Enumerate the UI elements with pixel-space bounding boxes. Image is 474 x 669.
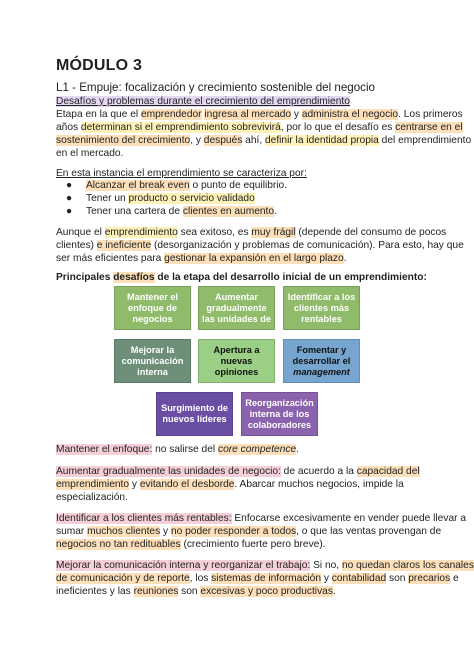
text: . xyxy=(332,586,336,597)
text: , o que las ventas provengan de xyxy=(296,526,442,537)
text: Si no, xyxy=(310,560,342,571)
text: , por lo que el desafío es xyxy=(280,122,396,133)
text: y xyxy=(291,109,302,120)
highlight: Mejorar la comunicación interna y reorganizar el trabajo: xyxy=(56,560,311,571)
highlight: sistemas de información xyxy=(211,573,322,584)
text: Tener una cartera de xyxy=(86,206,183,217)
highlight: emprendedor xyxy=(140,109,202,120)
box-label: Mejorar la comunicación interna xyxy=(121,344,184,377)
highlight: después xyxy=(203,135,243,146)
highlight: contabilidad xyxy=(331,573,387,584)
highlight: no quedan claros los canales xyxy=(341,560,474,571)
para1-line4: en el mercado. xyxy=(56,148,124,159)
text: (desorganización y problemas de comunicación). Para esto, hay que xyxy=(151,240,464,251)
text: (crecimiento fuerte pero breve). xyxy=(180,539,326,550)
lesson-subtitle: L1 - Empuje: focalización y crecimiento sostenible del negocio xyxy=(56,81,375,94)
section-heading xyxy=(56,95,350,108)
highlight: Alcanzar el break even xyxy=(86,180,190,191)
section-heading-text: Desafíos y problemas durante el crecimiento del emprendimiento xyxy=(56,96,350,107)
item3-line3 xyxy=(56,538,326,551)
para1-line3 xyxy=(56,134,471,147)
para2-line3 xyxy=(56,252,347,265)
para2-line2 xyxy=(56,239,464,252)
item2-line3: especialización. xyxy=(56,492,128,503)
highlight: de comunicación y de reporte xyxy=(56,573,190,584)
box-label: Apertura a nuevas opiniones xyxy=(213,344,260,377)
text: y xyxy=(160,526,171,537)
highlight: Aumentar gradualmente las unidades de negocio: xyxy=(56,466,281,477)
item3-line1 xyxy=(56,512,466,525)
text: Enfocarse excesivamente en vender puede llevar a xyxy=(231,513,466,524)
highlight: emprendimiento xyxy=(56,479,130,490)
highlight: definir la identidad propia xyxy=(264,135,379,146)
bullet-item-1 xyxy=(86,180,287,191)
highlight: muchos clientes xyxy=(87,526,161,537)
text: Principales xyxy=(56,272,114,283)
text: , los xyxy=(189,573,212,584)
bullet-dot: ● xyxy=(66,206,73,217)
module-title: MÓDULO 3 xyxy=(56,57,143,74)
challenge-box-communication xyxy=(114,339,191,383)
bullet-item-3 xyxy=(86,206,277,217)
highlight: clientes en aumento xyxy=(182,206,275,217)
highlight: e ineficiente xyxy=(96,240,152,251)
highlight: Identificar a los clientes más rentables: xyxy=(56,513,232,524)
item2-line1 xyxy=(56,465,420,478)
highlight: gestionar la expansión en el largo plazo xyxy=(164,253,344,264)
bullet-item-2 xyxy=(86,193,255,204)
highlight: Mantener el enfoque: xyxy=(56,444,153,455)
challenge-box-reorganization xyxy=(241,392,318,436)
bullet-dot: ● xyxy=(66,193,73,204)
text: Fomentar y desarrollar el xyxy=(292,344,351,366)
text: (depende del consumo de pocos xyxy=(295,227,447,238)
item4-line1 xyxy=(56,559,474,572)
para1-line2 xyxy=(56,121,463,134)
item4-line3 xyxy=(56,585,336,598)
highlight: muy frágil xyxy=(251,227,296,238)
highlight: emprendimiento xyxy=(104,227,178,238)
challenge-box-focus xyxy=(114,286,191,330)
para1-line1 xyxy=(56,108,463,121)
box-label: Mantener el enfoque de negocios xyxy=(126,291,179,324)
text: clientes) xyxy=(56,240,97,251)
text: del emprendimiento xyxy=(378,135,472,146)
text: ser más eficientes para xyxy=(56,253,165,264)
para2-line1 xyxy=(56,226,446,239)
text: y xyxy=(129,479,140,490)
box-label: Reorganización interna de los colaboradores xyxy=(245,397,314,430)
highlight: capacidad del xyxy=(356,466,420,477)
highlight: precarios xyxy=(408,573,451,584)
diagram-heading xyxy=(56,271,427,284)
text: Aunque el xyxy=(56,227,105,238)
challenge-box-leaders xyxy=(156,392,233,436)
text: de la etapa del desarrollo inicial de un emprendimiento: xyxy=(154,272,427,283)
highlight: producto o servicio validado xyxy=(128,193,255,204)
challenge-box-opinions xyxy=(198,339,275,383)
text: sea exitoso, es xyxy=(177,227,252,238)
text: años xyxy=(56,122,81,133)
challenge-box-management xyxy=(283,339,360,383)
text: no salirse del xyxy=(152,444,218,455)
highlight: centrarse en el xyxy=(395,122,463,133)
bullet-dot: ● xyxy=(66,180,73,191)
challenge-box-clients xyxy=(283,286,360,330)
characteristics-intro: En esta instancia el emprendimiento se caracteriza por: xyxy=(56,168,307,179)
text: management xyxy=(293,366,350,377)
text: e xyxy=(450,573,459,584)
highlight: evitando el desborde xyxy=(139,479,235,490)
text: ahí, xyxy=(242,135,265,146)
highlight: core competence xyxy=(217,444,297,455)
highlight: sostenimiento del crecimiento xyxy=(56,135,191,146)
challenge-box-units xyxy=(198,286,275,330)
box-label: Aumentar gradualmente las unidades de xyxy=(202,291,271,324)
highlight: ingresa al mercado xyxy=(204,109,292,120)
highlight: no poder responder a todos xyxy=(170,526,297,537)
text: , y xyxy=(190,135,204,146)
highlight: determinan si el emprendimiento sobrevivirá xyxy=(80,122,281,133)
item4-line2 xyxy=(56,572,459,585)
text: son xyxy=(178,586,201,597)
text: o punto de equilibrio. xyxy=(189,180,288,191)
text: . xyxy=(296,444,299,455)
text: Etapa en la que el xyxy=(56,109,141,120)
box-label xyxy=(287,345,356,378)
text: . xyxy=(274,206,277,217)
item1-line1 xyxy=(56,443,299,456)
item3-line2 xyxy=(56,525,441,538)
text: . Los primeros xyxy=(398,109,463,120)
text: . xyxy=(343,253,347,264)
text: ineficientes y las xyxy=(56,586,134,597)
highlight: excesivas y poco productivas xyxy=(200,586,333,597)
text: Tener un xyxy=(86,193,129,204)
text: de acuerdo a la xyxy=(280,466,357,477)
text: son xyxy=(386,573,409,584)
box-label: Identificar a los clientes más rentables xyxy=(287,291,356,324)
text: y xyxy=(321,573,332,584)
highlight: desafíos xyxy=(113,272,155,283)
box-label: Surgimiento de nuevos líderes xyxy=(161,403,228,424)
highlight: negocios no tan redituables xyxy=(56,539,181,550)
highlight: administra el negocio xyxy=(301,109,399,120)
highlight: reuniones xyxy=(133,586,179,597)
text: sumar xyxy=(56,526,88,537)
text: . Abarcar muchos negocios, impide la xyxy=(234,479,404,490)
item2-line2 xyxy=(56,478,404,491)
